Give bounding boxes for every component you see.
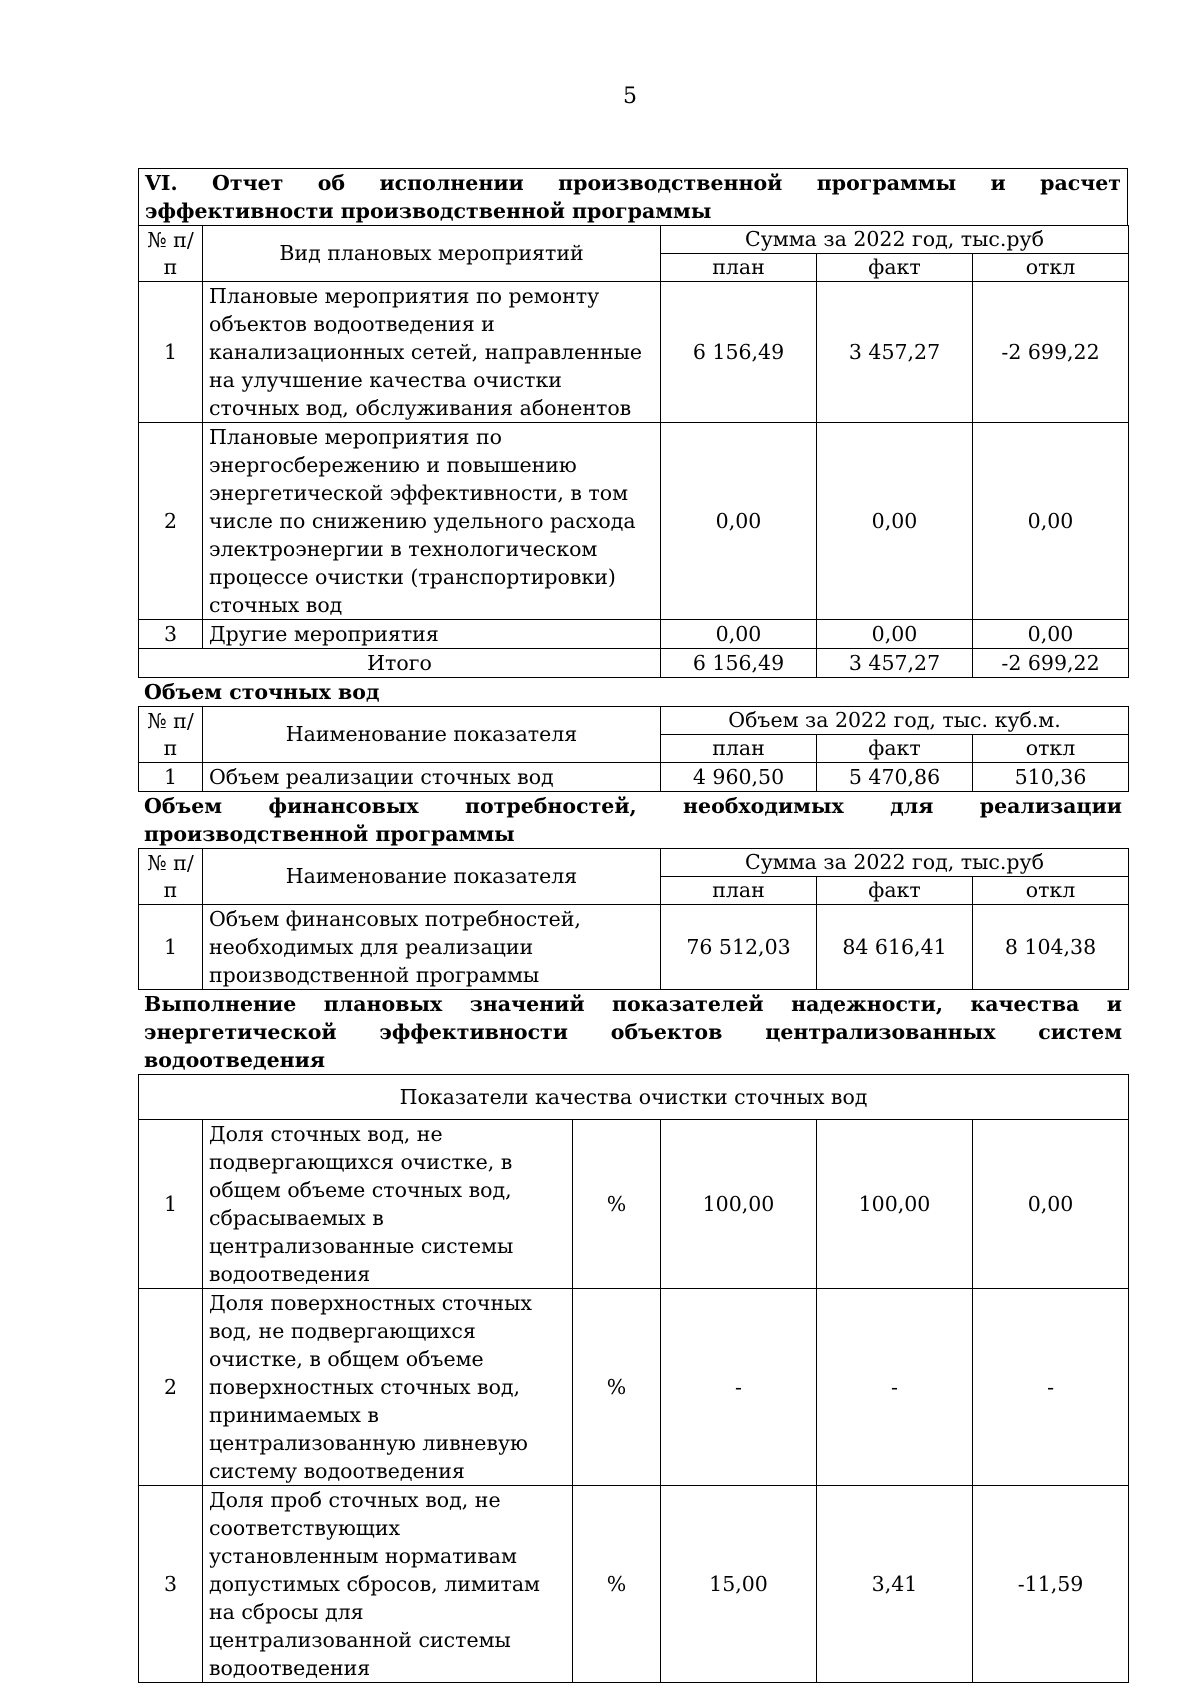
header-sum: Сумма за 2022 год, тыс.руб <box>661 226 1129 254</box>
row-deviation: -2 699,22 <box>973 282 1129 423</box>
row-deviation: 8 104,38 <box>973 905 1129 990</box>
row-fact: 100,00 <box>817 1120 973 1289</box>
header-fact: факт <box>817 254 973 282</box>
section-title-quality-indicators: Выполнение плановых значений показателей надежности, качества и энергетической эффективности объектов централизованных систем водоотведения <box>144 992 1122 1072</box>
row-deviation: - <box>973 1289 1129 1486</box>
header-fact: факт <box>817 735 973 763</box>
row-fact: 84 616,41 <box>817 905 973 990</box>
header-deviation: откл <box>973 254 1129 282</box>
table-row <box>139 1120 1129 1289</box>
row-unit: % <box>573 1289 661 1486</box>
row-plan: 0,00 <box>661 423 817 620</box>
section-title-financial-needs: Объем финансовых потребностей, необходимых для реализации производственной программы <box>144 794 1122 846</box>
header-sum: Объем за 2022 год, тыс. куб.м. <box>661 707 1129 735</box>
row-name: Доля поверхностных сточных вод, не подвергающихся очистке, в общем объеме поверхностных сточных вод, принимаемых в централизованную ливневую систему водоотведения <box>203 1289 573 1486</box>
header-fact: факт <box>817 877 973 905</box>
row-deviation: -11,59 <box>973 1486 1129 1683</box>
row-plan: - <box>661 1289 817 1486</box>
row-name: Объем финансовых потребностей, необходимых для реализации производственной программы <box>203 905 661 990</box>
header-deviation: откл <box>973 877 1129 905</box>
row-fact: 3,41 <box>817 1486 973 1683</box>
document-body <box>138 168 1128 1683</box>
row-unit: % <box>573 1120 661 1289</box>
section-title-wastewater-volume: Объем сточных вод <box>144 680 380 704</box>
section-title-production-program: VI. Отчет об исполнении производственной программы и расчет эффективности производственной программы <box>138 168 1128 225</box>
row-deviation: 0,00 <box>973 620 1129 649</box>
header-name: Наименование показателя <box>203 707 661 763</box>
total-deviation: -2 699,22 <box>973 649 1129 678</box>
row-plan: 100,00 <box>661 1120 817 1289</box>
wastewater-volume-table <box>138 706 1129 792</box>
row-unit: % <box>573 1486 661 1683</box>
table-row <box>139 1289 1129 1486</box>
quality-indicators-table <box>138 1074 1129 1683</box>
row-deviation: 0,00 <box>973 1120 1129 1289</box>
row-name: Плановые мероприятия по энергосбережению и повышению энергетической эффективности, в том числе по снижению удельного расхода электроэнергии в технологическом процессе очистки (транспортировки) сточных вод <box>203 423 661 620</box>
row-deviation: 510,36 <box>973 763 1129 792</box>
row-name: Доля проб сточных вод, не соответствующих установленным нормативам допустимых сбросов, лимитам на сбросы для централизованной системы водоотведения <box>203 1486 573 1683</box>
row-name: Объем реализации сточных вод <box>203 763 661 792</box>
header-name: Наименование показателя <box>203 849 661 905</box>
header-num: № п/п <box>139 849 203 905</box>
financial-needs-table <box>138 848 1129 990</box>
total-plan: 6 156,49 <box>661 649 817 678</box>
header-plan: план <box>661 735 817 763</box>
table-row <box>139 423 1129 620</box>
header-num: № п/п <box>139 226 203 282</box>
row-num: 2 <box>139 423 203 620</box>
header-name: Вид плановых мероприятий <box>203 226 661 282</box>
row-fact: 3 457,27 <box>817 282 973 423</box>
header-plan: план <box>661 877 817 905</box>
row-name: Плановые мероприятия по ремонту объектов водоотведения и канализационных сетей, направленные на улучшение качества очистки сточных вод, обслуживания абонентов <box>203 282 661 423</box>
row-plan: 15,00 <box>661 1486 817 1683</box>
row-plan: 6 156,49 <box>661 282 817 423</box>
row-num: 1 <box>139 1120 203 1289</box>
table-row <box>139 905 1129 990</box>
table-row <box>139 620 1129 649</box>
row-plan: 76 512,03 <box>661 905 817 990</box>
group-title: Показатели качества очистки сточных вод <box>139 1075 1129 1120</box>
header-deviation: откл <box>973 735 1129 763</box>
row-fact: 5 470,86 <box>817 763 973 792</box>
row-num: 3 <box>139 620 203 649</box>
row-num: 1 <box>139 763 203 792</box>
row-name: Другие мероприятия <box>203 620 661 649</box>
row-fact: - <box>817 1289 973 1486</box>
total-row <box>139 649 1129 678</box>
row-name: Доля сточных вод, не подвергающихся очистке, в общем объеме сточных вод, сбрасываемых в централизованные системы водоотведения <box>203 1120 573 1289</box>
row-num: 2 <box>139 1289 203 1486</box>
row-num: 1 <box>139 282 203 423</box>
total-fact: 3 457,27 <box>817 649 973 678</box>
page-number: 5 <box>623 84 637 109</box>
header-plan: план <box>661 254 817 282</box>
row-fact: 0,00 <box>817 423 973 620</box>
table-row <box>139 282 1129 423</box>
production-program-table <box>138 225 1129 678</box>
row-num: 3 <box>139 1486 203 1683</box>
table-row <box>139 763 1129 792</box>
table-row <box>139 1486 1129 1683</box>
total-label: Итого <box>139 649 661 678</box>
header-sum: Сумма за 2022 год, тыс.руб <box>661 849 1129 877</box>
row-num: 1 <box>139 905 203 990</box>
header-num: № п/п <box>139 707 203 763</box>
row-fact: 0,00 <box>817 620 973 649</box>
row-plan: 0,00 <box>661 620 817 649</box>
row-plan: 4 960,50 <box>661 763 817 792</box>
row-deviation: 0,00 <box>973 423 1129 620</box>
